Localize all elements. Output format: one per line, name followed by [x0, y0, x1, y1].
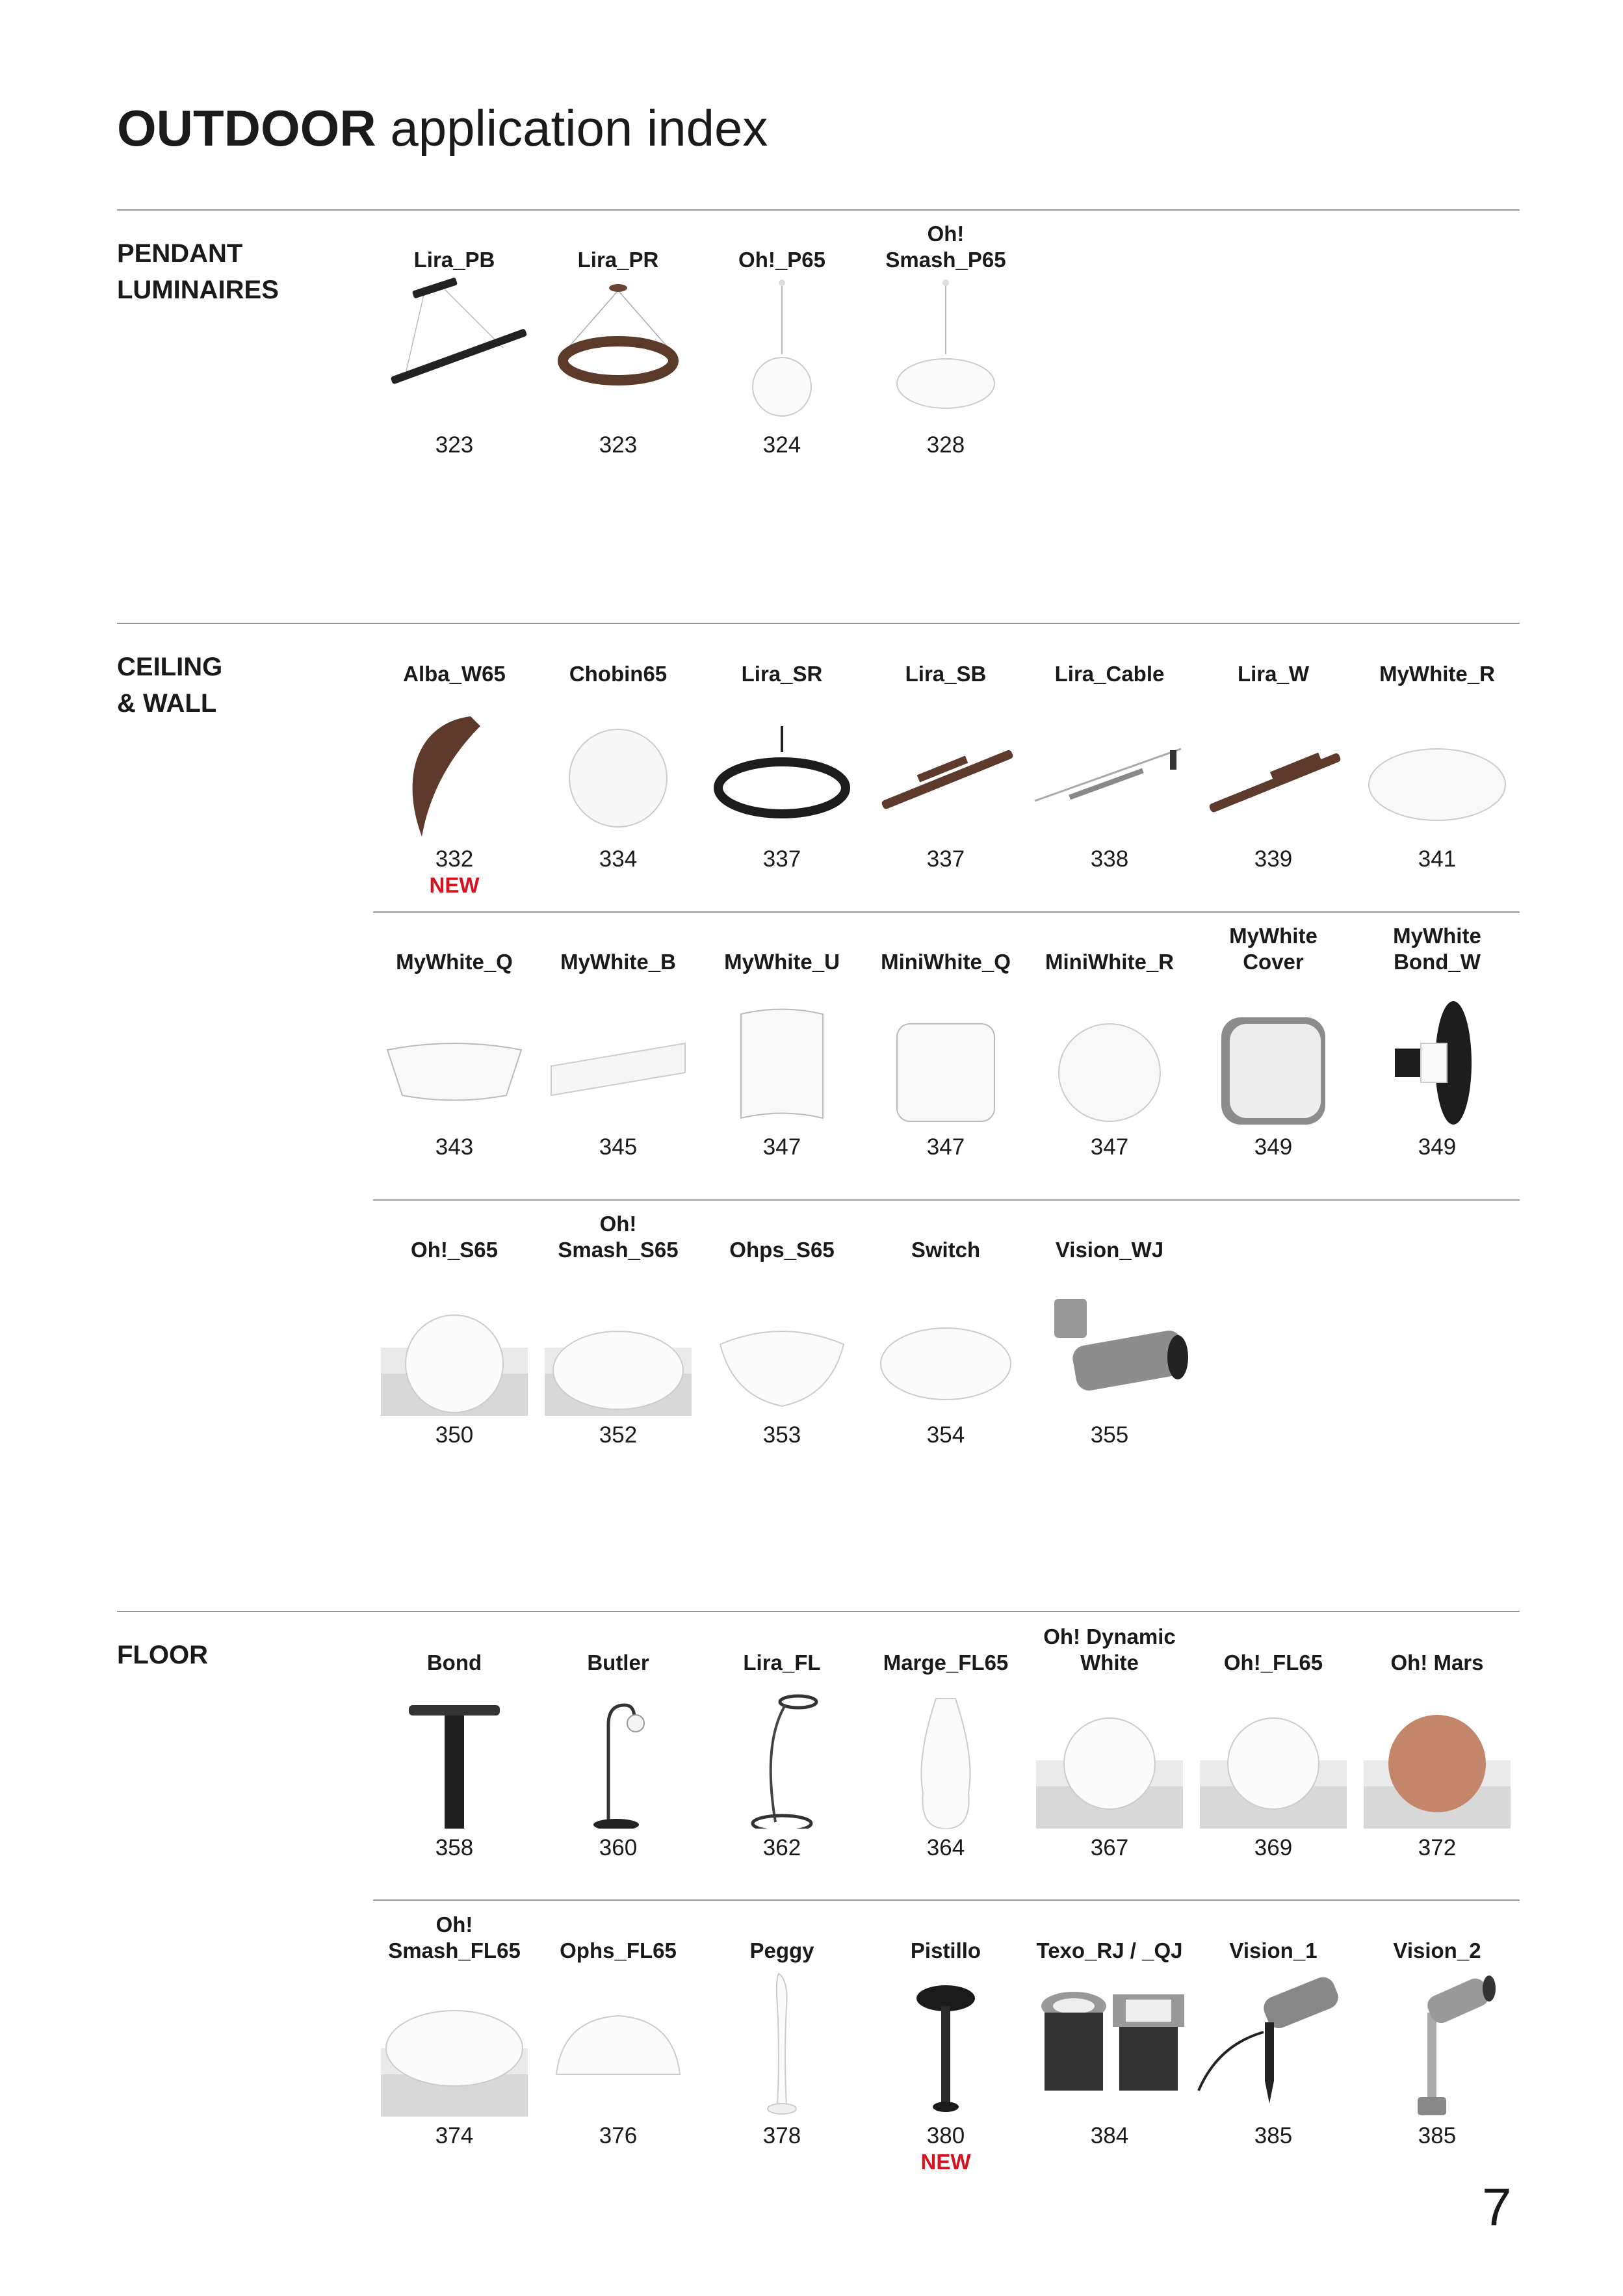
page-reference: 337 — [926, 846, 965, 872]
section-title: CEILING & WALL — [117, 653, 223, 718]
page-reference: 380 — [926, 2123, 965, 2148]
section-divider — [373, 1899, 1520, 1901]
product-name: Vision_1 — [1229, 1938, 1318, 1963]
page-reference: 360 — [599, 1835, 638, 1860]
product-name: Alba_W65 — [403, 662, 506, 686]
page-reference: 376 — [599, 2123, 638, 2148]
ring-pendant-bronze-icon — [537, 276, 699, 426]
post-spotlight-icon — [1356, 1967, 1518, 2117]
page-reference: 352 — [599, 1422, 638, 1448]
product-name: Marge_FL65 — [883, 1650, 1009, 1675]
page-reference: 347 — [926, 1134, 965, 1160]
flattened-globe-pendant-icon — [864, 276, 1027, 426]
page-reference: 323 — [599, 432, 638, 458]
linear-bar-bronze-icon — [864, 690, 1027, 840]
linear-wall-bronze-icon — [1192, 690, 1355, 840]
product-name: Oh!_S65 — [411, 1238, 498, 1262]
product-name: Ophs_FL65 — [560, 1938, 677, 1963]
inground-pair-icon — [1028, 1967, 1191, 2117]
page-reference: 339 — [1254, 846, 1293, 872]
page-reference: 372 — [1418, 1835, 1457, 1860]
product-name: Bond — [426, 1650, 482, 1675]
page-reference: 332 — [435, 846, 474, 872]
mini-square-icon — [864, 978, 1027, 1128]
title-rest: application index — [376, 99, 768, 157]
page-reference: 362 — [762, 1835, 801, 1860]
product-name: MyWhite_U — [724, 950, 840, 974]
product-name: MyWhite Bond_W — [1393, 924, 1481, 974]
bar-ceiling-icon — [537, 978, 699, 1128]
section-title: FLOOR — [117, 1641, 208, 1669]
ring-ceiling-black-icon — [701, 690, 863, 840]
product-name: Lira_PR — [577, 248, 659, 272]
page-number: 7 — [1482, 2178, 1512, 2237]
product-name: Ohps_S65 — [729, 1238, 835, 1262]
page-reference: 337 — [762, 846, 801, 872]
page-reference: 324 — [762, 432, 801, 458]
globe-floor-icon — [1192, 1679, 1355, 1829]
arc-ring-floor-icon — [701, 1679, 863, 1829]
product-name: Oh! Smash_FL65 — [388, 1912, 521, 1963]
half-globe-ceiling-icon — [373, 1266, 536, 1416]
page-reference: 385 — [1254, 2123, 1293, 2148]
globe-floor-icon — [1028, 1679, 1191, 1829]
product-name: Lira_W — [1237, 662, 1310, 686]
product-name: Vision_2 — [1393, 1938, 1481, 1963]
tall-vase-floor-icon — [864, 1679, 1027, 1829]
page-reference: 338 — [1090, 846, 1129, 872]
page-reference: 341 — [1418, 846, 1457, 872]
copper-globe-floor-icon — [1356, 1679, 1518, 1829]
product-name: Oh!_FL65 — [1223, 1650, 1323, 1675]
half-sphere-floor-icon — [537, 1967, 699, 2117]
page-reference: 378 — [762, 2123, 801, 2148]
round-wall-icon — [537, 690, 699, 840]
product-name: MiniWhite_R — [1045, 950, 1174, 974]
page-reference: 350 — [435, 1422, 474, 1448]
product-name: Oh! Smash_S65 — [558, 1212, 679, 1262]
page-reference: 343 — [435, 1134, 474, 1160]
page-reference: 323 — [435, 432, 474, 458]
page-reference: 374 — [435, 2123, 474, 2148]
product-name: MyWhite_B — [560, 950, 676, 974]
product-name: MiniWhite_Q — [881, 950, 1011, 974]
title-bold: OUTDOOR — [117, 99, 376, 157]
spike-spotlight-icon — [1192, 1967, 1355, 2117]
page-reference: 384 — [1090, 2123, 1129, 2148]
covered-square-icon — [1192, 978, 1355, 1128]
page-reference: 369 — [1254, 1835, 1293, 1860]
product-name: Oh! Smash_P65 — [885, 222, 1006, 272]
product-name: Lira_SR — [741, 662, 823, 686]
product-name: Peggy — [749, 1938, 814, 1963]
page-reference: 328 — [926, 432, 965, 458]
globe-pendant-icon — [701, 276, 863, 426]
product-name: Lira_SB — [905, 662, 987, 686]
new-badge: NEW — [429, 873, 480, 897]
product-name: Pistillo — [910, 1938, 981, 1963]
product-name: MyWhite_Q — [396, 950, 513, 974]
linear-pendant-black-icon — [373, 276, 536, 426]
half-sphere-wall-icon — [701, 1266, 863, 1416]
section-divider — [117, 1611, 1520, 1612]
product-name: MyWhite Cover — [1229, 924, 1318, 974]
product-name: Lira_Cable — [1054, 662, 1165, 686]
product-name: Butler — [587, 1650, 649, 1675]
square-ceiling-icon — [373, 978, 536, 1128]
page-reference: 347 — [1090, 1134, 1129, 1160]
page-reference: 334 — [599, 846, 638, 872]
product-name: Texo_RJ / _QJ — [1036, 1938, 1183, 1963]
mini-round-icon — [1028, 978, 1191, 1128]
section-title: PENDANT LUMINAIRES — [117, 239, 279, 304]
section-divider — [117, 209, 1520, 211]
product-name: Vision_WJ — [1055, 1238, 1164, 1262]
bollard-black-icon — [373, 1679, 536, 1829]
page-reference: 364 — [926, 1835, 965, 1860]
product-name: Oh! Dynamic White — [1043, 1624, 1176, 1675]
curved-wall-icon — [701, 978, 863, 1128]
page-reference: 355 — [1090, 1422, 1129, 1448]
section-divider — [373, 1199, 1520, 1201]
wall-disc-black-icon — [1356, 978, 1518, 1128]
page-reference: 367 — [1090, 1835, 1129, 1860]
product-name: Lira_FL — [743, 1650, 821, 1675]
page-reference: 385 — [1418, 2123, 1457, 2148]
section-divider — [373, 911, 1520, 913]
section-divider — [117, 623, 1520, 624]
product-name: Oh! Mars — [1390, 1650, 1484, 1675]
product-name: Lira_PB — [413, 248, 495, 272]
flat-dome-icon — [864, 1266, 1027, 1416]
pistil-bollard-icon — [864, 1967, 1027, 2117]
page-reference: 349 — [1418, 1134, 1457, 1160]
new-badge: NEW — [920, 2150, 971, 2174]
product-name: MyWhite_R — [1379, 662, 1495, 686]
page-reference: 353 — [762, 1422, 801, 1448]
dome-ceiling-icon — [1356, 690, 1518, 840]
page-reference: 345 — [599, 1134, 638, 1160]
reading-floor-lamp-icon — [537, 1679, 699, 1829]
page-reference: 354 — [926, 1422, 965, 1448]
page-reference: 349 — [1254, 1134, 1293, 1160]
page-reference: 358 — [435, 1835, 474, 1860]
product-name: Oh!_P65 — [738, 248, 825, 272]
page-title — [117, 99, 768, 157]
slim-floor-icon — [701, 1967, 863, 2117]
spotlight-wall-icon — [1028, 1266, 1191, 1416]
page-reference: 347 — [762, 1134, 801, 1160]
cable-linear-icon — [1028, 690, 1191, 840]
product-name: Switch — [911, 1238, 981, 1262]
smash-ceiling-icon — [537, 1266, 699, 1416]
product-name: Chobin65 — [569, 662, 668, 686]
crescent-wall-bronze-icon — [373, 690, 536, 840]
smash-floor-icon — [373, 1967, 536, 2117]
